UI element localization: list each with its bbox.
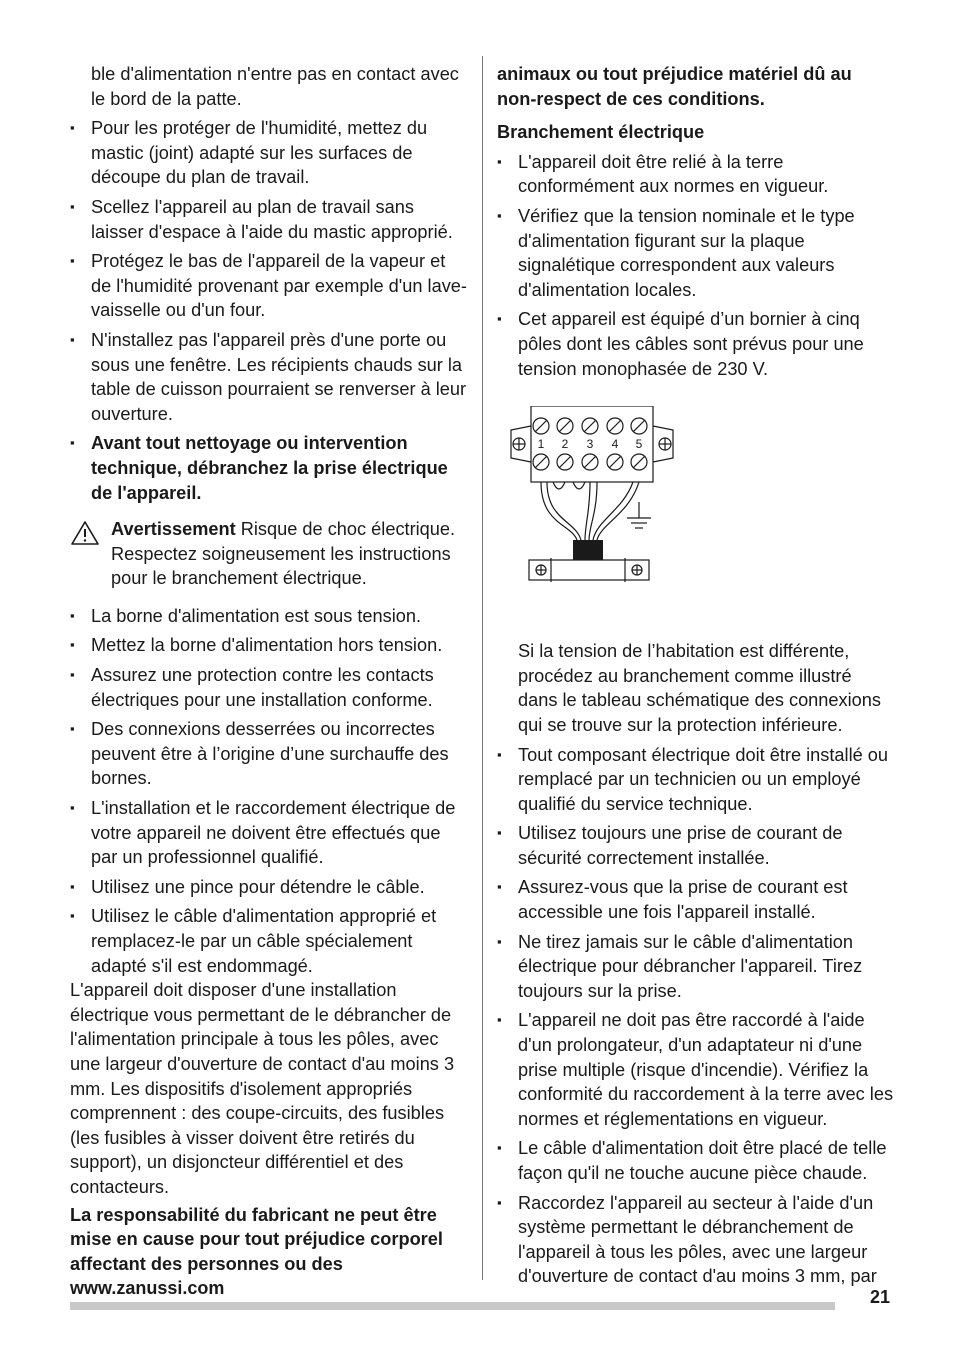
page-number: 21 <box>870 1287 891 1307</box>
bullet-item: ▪ La borne d'alimentation est sous tension. <box>70 604 468 629</box>
jumper-link <box>573 482 585 489</box>
terminal-block-diagram <box>497 406 895 616</box>
indent-paragraph: Si la tension de l’habitation est différente, procédez au branchement comme illustré dans le tableau schématique des connexions qui se trouve sur la protection inférieure. <box>518 641 881 735</box>
intro-continuation: ble d'alimentation n'entre pas en contact avec le bord de la patte. <box>91 64 459 109</box>
bullet-item: ▪ Raccordez l'appareil au secteur à l'aide d'un système permettant le débranchement de l'appareil à tous les pôles, avec une largeur d'ouverture de contact d'au moins 3 mm, par <box>497 1191 895 1289</box>
bullet-item: ▪ L'appareil ne doit pas être raccordé à l'aide d'un prolongateur, d'un adaptateur ni d'une prise multiple (risque d'incendie). Vérifiez la conformité du raccordement à la terre avec les normes et réglementations en vigueur. <box>497 1008 895 1131</box>
top-screw-row <box>533 418 647 434</box>
bullet-item: ▪ N'installez pas l'appareil près d'une porte ou sous une fenêtre. Les récipients chauds sur la table de cuisson pourraient se renverser à leur ouverture. <box>70 328 468 426</box>
bottom-screw-row <box>533 454 647 470</box>
terminal-label: 4 <box>611 437 619 452</box>
bullet-item: ▪ Vérifiez que la tension nominale et le type d'alimentation figurant sur la plaque signalétique correspondent aux valeurs d'alimentation locales. <box>497 204 895 302</box>
column-divider <box>482 56 483 1280</box>
body-paragraph: L'appareil doit disposer d'une installation électrique vous permettant de le débrancher de l'alimentation principale à tous les pôles, avec une largeur d'ouverture de contact d'au moins 3 mm. Les dispositifs d'isolement appropriés comprennent : des coupe-circuits, des fusibles (les fusibles à visser doivent être retirés du support), un disjoncteur différentiel et des contacteurs. <box>70 980 455 1197</box>
right-tab-screw-icon <box>659 438 671 450</box>
terminal-label: 2 <box>561 437 569 452</box>
bullet-item: ▪ Pour les protéger de l'humidité, mettez du mastic (joint) adapté sur les surfaces de découpe du plan de travail. <box>70 116 468 190</box>
left-tab-screw-icon <box>513 438 525 450</box>
terminal-label: 1 <box>537 437 545 452</box>
supply-wires <box>541 482 639 540</box>
cable-clamp <box>529 560 649 580</box>
right-column <box>497 62 895 1294</box>
warning-title: Avertissement <box>111 519 236 540</box>
bullet-item: ▪ Des connexions desserrées ou incorrectes peuvent être à l’origine d’une surchauffe des bornes. <box>70 717 468 791</box>
warning-body: Risque de choc électrique. Respectez soigneusement les instructions pour le branchement électrique. <box>111 519 456 589</box>
bold-continuation: animaux ou tout préjudice matériel dû au non-respect de ces conditions. <box>497 64 852 109</box>
warning-block <box>70 517 468 591</box>
bullet-item: ▪ Utilisez une pince pour détendre le câble. <box>70 875 468 900</box>
bullet-item: ▪ Ne tirez jamais sur le câble d'alimentation électrique pour débrancher l'appareil. Tirez toujours sur la prise. <box>497 930 895 1004</box>
warning-triangle-icon <box>70 520 100 546</box>
footer-bar <box>70 1302 835 1310</box>
clamp-screw-icon <box>632 565 642 575</box>
earth-ground-icon <box>627 502 651 528</box>
bullet-item: ▪ Tout composant électrique doit être installé ou remplacé par un technicien ou un employé qualifié du service technique. <box>497 743 895 817</box>
bullet-item: ▪ L'installation et le raccordement électrique de votre appareil ne doivent être effectués que par un professionnel qualifié. <box>70 796 468 870</box>
bullet-item: ▪ Mettez la borne d'alimentation hors tension. <box>70 633 468 658</box>
warning-text <box>70 517 468 591</box>
bullet-item: ▪ Assurez-vous que la prise de courant est accessible une fois l'appareil installé. <box>497 875 895 924</box>
cable-sheath <box>573 540 603 560</box>
bullet-item: ▪ Scellez l'appareil au plan de travail sans laisser d'espace à l'aide du mastic approprié. <box>70 195 468 244</box>
bold-paragraph: La responsabilité du fabricant ne peut être mise en cause pour tout préjudice corporel affectant des personnes ou des <box>70 1204 443 1274</box>
footer-website-link[interactable]: www.zanussi.com <box>70 1278 225 1298</box>
terminal-label: 3 <box>586 437 594 452</box>
terminal-block-svg <box>497 406 895 616</box>
bullet-item-bold: ▪ Avant tout nettoyage ou intervention technique, débranchez la prise électrique de l'appareil. <box>70 431 468 505</box>
left-column <box>70 62 468 1276</box>
bullet-item: ▪ L'appareil doit être relié à la terre conformément aux normes en vigueur. <box>497 150 895 199</box>
bullet-item: ▪ Le câble d'alimentation doit être placé de telle façon qu'il ne touche aucune pièce chaude. <box>497 1136 895 1185</box>
clamp-screw-icon <box>536 565 546 575</box>
bullet-item: ▪ Assurez une protection contre les contacts électriques pour une installation conforme. <box>70 663 468 712</box>
terminal-label: 5 <box>635 437 643 452</box>
section-heading: Branchement électrique <box>497 122 705 143</box>
bullet-item: ▪ Utilisez le câble d'alimentation approprié et remplacez-le par un câble spécialement adapté s'il est endommagé. <box>70 904 468 978</box>
jumper-link <box>553 482 565 489</box>
bullet-item: ▪ Protégez le bas de l'appareil de la vapeur et de l'humidité provenant par exemple d'un lave-vaisselle ou d'un four. <box>70 249 468 323</box>
bullet-item: ▪ Cet appareil est équipé d’un bornier à cinq pôles dont les câbles sont prévus pour une tension monophasée de 230 V. <box>497 307 895 381</box>
bullet-item: ▪ Utilisez toujours une prise de courant de sécurité correctement installée. <box>497 821 895 870</box>
